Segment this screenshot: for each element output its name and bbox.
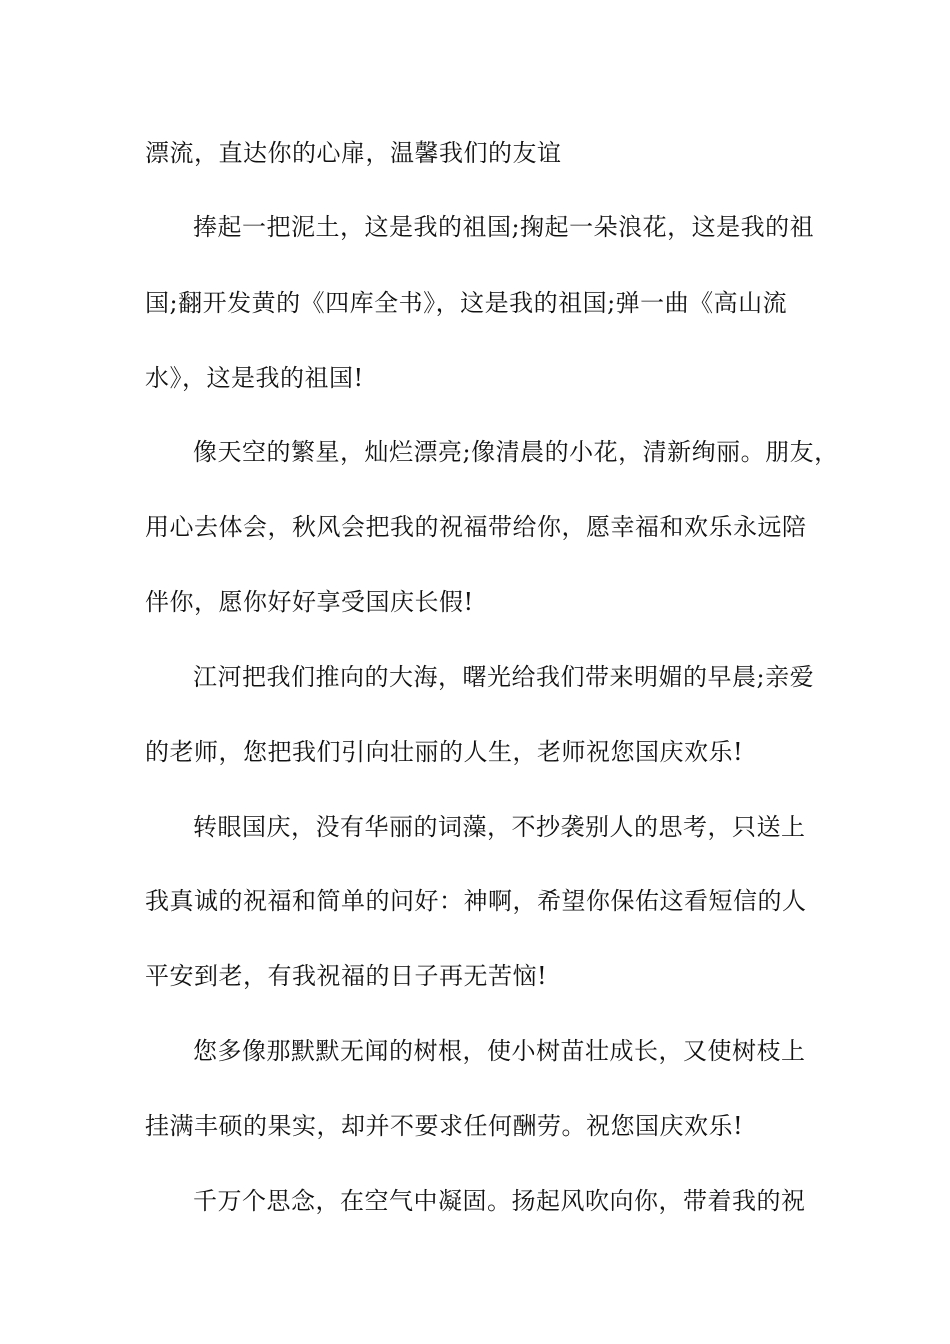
text-line: 我真诚的祝福和简单的问好：神啊，希望你保佑这看短信的人 — [145, 887, 807, 915]
paragraph-first-line: 江河把我们推向的大海，曙光给我们带来明媚的早晨;亲爱 — [193, 663, 815, 691]
text-line: 平安到老，有我祝福的日子再无苦恼! — [145, 962, 548, 990]
text-line: 漂流，直达你的心扉，温馨我们的友谊 — [145, 139, 562, 167]
text-line: 的老师，您把我们引向壮丽的人生，老师祝您国庆欢乐! — [145, 738, 744, 766]
paragraph-first-line: 转眼国庆，没有华丽的词藻，不抄袭别人的思考，只送上 — [193, 813, 806, 841]
text-line: 伴你，愿你好好享受国庆长假! — [145, 588, 474, 616]
paragraph-first-line: 千万个思念，在空气中凝固。扬起风吹向你，带着我的祝 — [193, 1187, 806, 1215]
paragraph-first-line: 捧起一把泥土，这是我的祖国;掬起一朵浪花，这是我的祖 — [193, 213, 815, 241]
text-line: 用心去体会，秋风会把我的祝福带给你，愿幸福和欢乐永远陪 — [145, 513, 807, 541]
text-line: 国;翻开发黄的《四库全书》，这是我的祖国;弹一曲《高山流 — [145, 289, 788, 317]
paragraph-first-line: 您多像那默默无闻的树根，使小树苗壮成长，又使树枝上 — [193, 1037, 806, 1065]
paragraph-first-line: 像天空的繁星，灿烂漂亮;像清晨的小花，清新绚丽。朋友， — [193, 438, 839, 466]
text-line: 水》，这是我的祖国! — [145, 364, 364, 392]
text-line: 挂满丰硕的果实，却并不要求任何酬劳。祝您国庆欢乐! — [145, 1112, 744, 1140]
